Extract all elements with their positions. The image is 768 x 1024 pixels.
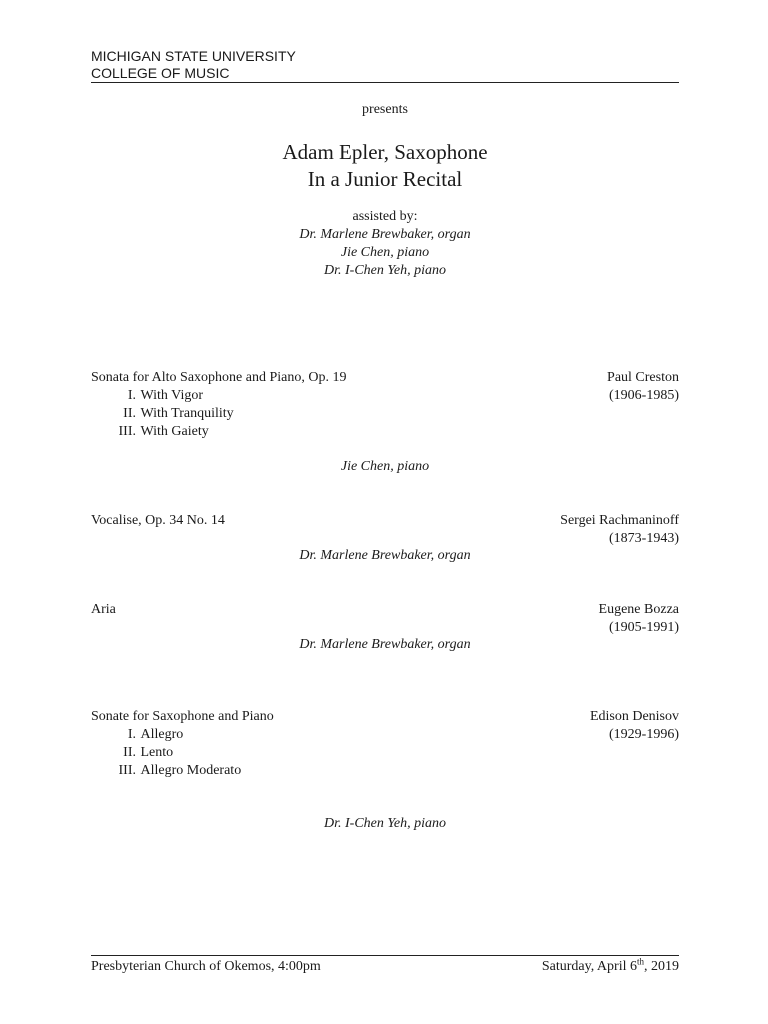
movement-name: Allegro Moderato <box>140 763 242 778</box>
movement-item <box>91 388 203 404</box>
composer-name: Edison Denisov <box>589 709 679 724</box>
movement-name: Lento <box>140 745 174 760</box>
movement-number: I. <box>127 388 136 403</box>
piece-title: Vocalise, Op. 34 No. 14 <box>91 513 225 528</box>
piece-performer: Jie Chen, piano <box>340 459 430 474</box>
header-block <box>91 48 296 82</box>
assistant-name: Jie Chen, piano <box>340 245 430 260</box>
university-name: MICHIGAN STATE UNIVERSITY <box>91 48 296 64</box>
recital-title-line1: Adam Epler, Saxophone <box>282 140 488 164</box>
assisted-by-label: assisted by: <box>352 209 418 224</box>
piece-title: Aria <box>91 602 116 617</box>
college-name: COLLEGE OF MUSIC <box>91 65 230 81</box>
composer-name: Sergei Rachmaninoff <box>560 513 679 528</box>
piece-performer: Dr. I-Chen Yeh, piano <box>324 816 446 831</box>
footer-venue: Presbyterian Church of Okemos, 4:00pm <box>91 959 321 974</box>
footer-date-main: Saturday, April 6 <box>541 959 637 974</box>
movement-number: II. <box>123 406 136 421</box>
movement-item <box>91 406 234 422</box>
movement-name: Allegro <box>140 727 184 742</box>
composer-dates: (1929-1996) <box>609 727 679 742</box>
assisted-by-block <box>91 208 679 280</box>
header-divider <box>91 82 679 83</box>
footer-date-year: , 2019 <box>644 959 679 974</box>
piece-performer: Dr. Marlene Brewbaker, organ <box>299 548 471 563</box>
footer-divider <box>91 955 679 956</box>
composer-dates: (1905-1991) <box>609 620 679 635</box>
composer-dates: (1873-1943) <box>609 531 679 546</box>
composer-name: Eugene Bozza <box>598 602 679 617</box>
movement-item <box>91 763 241 779</box>
movement-name: With Gaiety <box>140 424 209 439</box>
assistant-name: Dr. I-Chen Yeh, piano <box>324 263 446 278</box>
presents-text: presents <box>362 102 408 117</box>
assistant-name: Dr. Marlene Brewbaker, organ <box>299 227 471 242</box>
movement-number: III. <box>118 763 136 778</box>
piece-performer: Dr. Marlene Brewbaker, organ <box>299 637 471 652</box>
footer-date <box>541 956 679 975</box>
movement-item <box>91 727 183 743</box>
footer-date-ordinal: th <box>636 956 644 967</box>
movement-item <box>91 424 209 440</box>
movement-name: With Tranquility <box>140 406 234 421</box>
composer-dates: (1906-1985) <box>609 388 679 403</box>
piece-title: Sonata for Alto Saxophone and Piano, Op. 19 <box>91 370 347 385</box>
recital-title <box>91 139 679 193</box>
movement-number: III. <box>118 424 136 439</box>
movement-name: With Vigor <box>140 388 204 403</box>
recital-title-line2: In a Junior Recital <box>307 167 463 191</box>
composer-name: Paul Creston <box>607 370 679 385</box>
piece-title: Sonate for Saxophone and Piano <box>91 709 274 724</box>
movement-number: II. <box>123 745 136 760</box>
movement-number: I. <box>127 727 136 742</box>
movement-item <box>91 745 173 761</box>
